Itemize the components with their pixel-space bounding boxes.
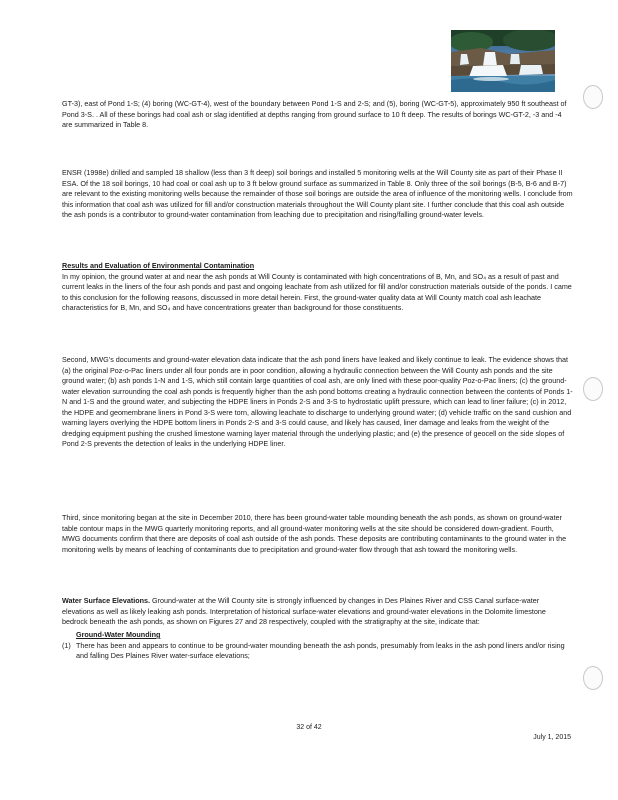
section-heading: Results and Evaluation of Environmental Contamination: [62, 261, 255, 270]
document-date: July 1, 2015: [533, 734, 571, 741]
paragraph-third-fourth: [62, 513, 573, 555]
list-item-text: There has been and appears to continue to be ground-water mounding beneath the ash ponds, presumably from leaks in the ash pond liners and/or rising and falling Des Plaines River water-surface elevations;: [76, 640, 565, 660]
paragraph-second-evidence: [62, 355, 573, 450]
binder-hole-top: [583, 85, 603, 109]
paragraph-2-text: ENSR (1998e) drilled and sampled 18 shallow (less than 3 ft deep) soil borings and installed 5 monitoring wells at the Will County site as part of their Phase II ESA. Of the 18 soil borings, 10 had coal or coal ash up to 3 ft below ground surface as summarized in Table 8. Only three of the soil borings (B-5, B-6 and B-7) are relevant to the existing monitoring wells because the remainder of those soil borings are outside the area of influence of the monitoring wells. I conclude from this information that coal ash was utilized for fill and/or construction materials throughout the Will County plant site. I further conclude that this coal ash outside the ash ponds is a contributor to ground-water contamination from leaching due to precipitation and rising/falling ground-water levels.: [62, 168, 573, 219]
binder-hole-middle: [583, 377, 603, 401]
subsection-mounding: [62, 630, 573, 662]
section-results: [62, 261, 573, 314]
paragraph-4-text: Second, MWG’s documents and ground-water elevation data indicate that the ash pond liners have leaked and likely continue to leak. The evidence shows that (a) the original Poz-o-Pac liners under all four ponds are in poor condition, allowing a hydraulic connection between the Will County ash ponds and the site ground water; (b) ash ponds 1-N and 1-S, which still contain large quantities of coal ash, are only lined with these poor-quality Poz-o-Pac liners; (c) the ground-water elevation surrounding the coal ash ponds is frequently higher than the ash pond bottoms creating a hydraulic connection between the contents of Ponds 1-N and 1-S and the ground water, and subjecting the HDPE liners in Ponds 2-S and 3-S to hydrostatic uplift pressure, which can lead to liner failure; (c) in 2012, the HDPE and geomembrane liners in Pond 3-S were torn, allowing leachate to discharge to underlying ground water; (d) vehicle traffic on the sand cushion and warning layers overlying the HDPE bottom liners in Ponds 2-S and 3-S could cause, and likely has caused, liner damage and leaks from the weight of the dredging equipment pushing the crushed limestone warning layer material through the underlying plastic; and (e) the presence of geocell on the side slopes of Pond 2-S prevents the detection of leaks in the underlying HDPE liner.: [62, 355, 573, 448]
waterfall-photo: [451, 30, 555, 92]
paragraph-1-text: GT-3), east of Pond 1-S; (4) boring (WC-GT-4), west of the boundary between Pond 1-S and 2-S; and (5), boring (WC-GT-5), approximately 950 ft southeast of Pond 3-S. . All of these borings had coal ash or slag identified at depths ranging from ground surface to 10 ft deep. The results of borings WC-GT-2, -3 and -4 are summarized in Table 8.: [62, 99, 567, 129]
paragraph-3-text: In my opinion, the ground water at and near the ash ponds at Will County is contaminated with high concentrations of B, Mn, and SO₄ as a result of past and current leaks in the liners of the four ash ponds and past and ongoing leachate from ash utilized for fill and/or construction materials outside of the ponds. I came to this conclusion for the following reasons, discussed in more detail herein. First, the ground-water quality data at Will County match coal ash leachate characteristics for B, Mn, and SO₄ and have concentrations greater than background for those constituents.: [62, 271, 572, 312]
paragraph-water-surface: [62, 596, 573, 628]
subheading: Ground-Water Mounding: [76, 630, 161, 639]
water-surface-lead: Water Surface Elevations.: [62, 596, 151, 605]
water-surface-body: Ground-water at the Will County site is strongly influenced by changes in Des Plaines River and CSS Canal surface-water elevations as well as likely leaking ash ponds. Interpretation of historical surface-water elevations and ground-water elevations in the Dolomite limestone bedrock beneath the ash ponds, as shown on Figures 27 and 28 respectively, coupled with the stratigraphy at the site, indicate that:: [62, 596, 546, 626]
list-item: [62, 641, 573, 662]
paragraph-6-text: [62, 596, 573, 628]
paragraph-5-text: Third, since monitoring began at the site in December 2010, there has been ground-water table mounding beneath the ash ponds, as shown on ground-water table contour maps in the MWG quarterly monitoring reports, and all ground-water monitoring wells at the site should be considered down-gradient. Fourth, MWG documents confirm that there are deposits of coal ash outside of the ash ponds. These deposits are contributing contaminants to the ground water in the monitoring wells by means of leaching of contaminants due to precipitation and ground-water flow through that ash toward the monitoring wells.: [62, 513, 567, 554]
binder-hole-bottom: [583, 666, 603, 690]
list-item-number: (1): [62, 640, 71, 650]
paragraph-borings-continued: [62, 99, 573, 131]
paragraph-ensr-borings: [62, 168, 573, 221]
page-number: 32 of 42: [296, 724, 322, 731]
